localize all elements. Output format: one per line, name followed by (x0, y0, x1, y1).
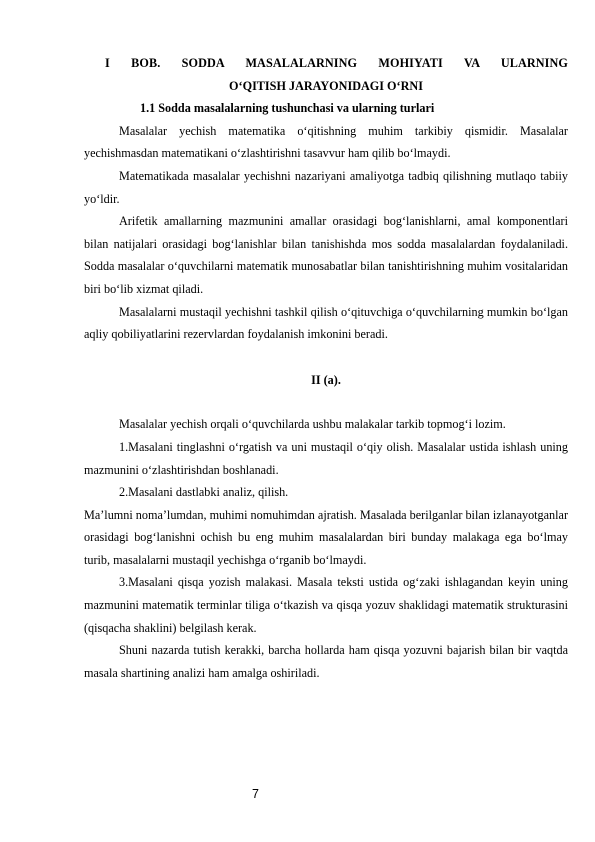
chapter-title-line1: I BOB. SODDA MASALALARNING MOHIYATI VA ULARNING (105, 56, 568, 70)
document-page (84, 52, 568, 684)
page-number: 7 (252, 787, 259, 801)
paragraph-5: Masalalar yechish orqali o‘quvchilarda ushbu malakalar tarkib topmog‘i lozim. (119, 417, 506, 432)
paragraph-4: Masalalarni mustaqil yechishni tashkil qilish o‘qituvchiga o‘quvchilarning mumkin bo‘lgan aqliy qobiliyatlarini rezervlardan foydalanish imkonini beradi. (84, 304, 568, 342)
paragraph-7: 2.Masalani dastlabki analiz, qilish. (119, 485, 289, 500)
paragraph-9: 3.Masalani qisqa yozish malakasi. Masala teksti ustida og‘zaki ishlagandan keyin uning mazmunini matematik terminlar tiliga o‘tkazish va qisqa yozuv shaklidagi matematik strukturasini (qisqacha shaklini) belgilash kerak. (84, 575, 568, 635)
subheading: II (a). (311, 372, 341, 387)
section-title: 1.1 Sodda masalalarning tushunchasi va ularning turlari (140, 101, 435, 116)
chapter-title-line2: O‘QITISH JARAYONIDAGI O‘RNI (229, 78, 423, 93)
paragraph-1: Masalalar yechish matematika o‘qitishning muhim tarkibiy qismidir. Masalalar yechishmasdan matematikani o‘zlashtirishni tasavvur ham qilib bo‘lmaydi. (84, 123, 568, 161)
paragraph-3: Arifetik amallarning mazmunini amallar orasidagi bog‘lanishlarni, amal komponentlari bilan natijalari orasidagi bog‘lanishlar bilan tanishishda mos sodda masalalardan foydalaniladi. Sodda masalalar o‘quvchilarni matematik munosabatlar bilan tanishtirishning muhim vositalaridan biri bo‘lib xizmat qiladi. (84, 214, 568, 296)
paragraph-8: Ma’lumni noma’lumdan, muhimi nomuhimdan ajratish. Masalada berilganlar bilan izlanayotganlar orasidagi bog‘lanishni ochish bu eng muhim masalalardan biri bunday malakaga ega bo‘lmay turib, masalalarni mustaqil yechishga o‘rganib bo‘lmaydi. (84, 507, 568, 567)
paragraph-10: Shuni nazarda tutish kerakki, barcha hollarda ham qisqa yozuvni bajarish bilan bir vaqtda masala shartining analizi ham amalga oshiriladi. (84, 643, 568, 680)
paragraph-2: Matematikada masalalar yechishni nazariyani amaliyotga tadbiq qilishning mutlaqo tabiiy yo‘ldir. (84, 168, 568, 206)
paragraph-6: 1.Masalani tinglashni o‘rgatish va uni mustaqil o‘qiy olish. Masalalar ustida ishlash uning mazmunini o‘zlashtirishdan boshlanadi. (84, 439, 568, 477)
